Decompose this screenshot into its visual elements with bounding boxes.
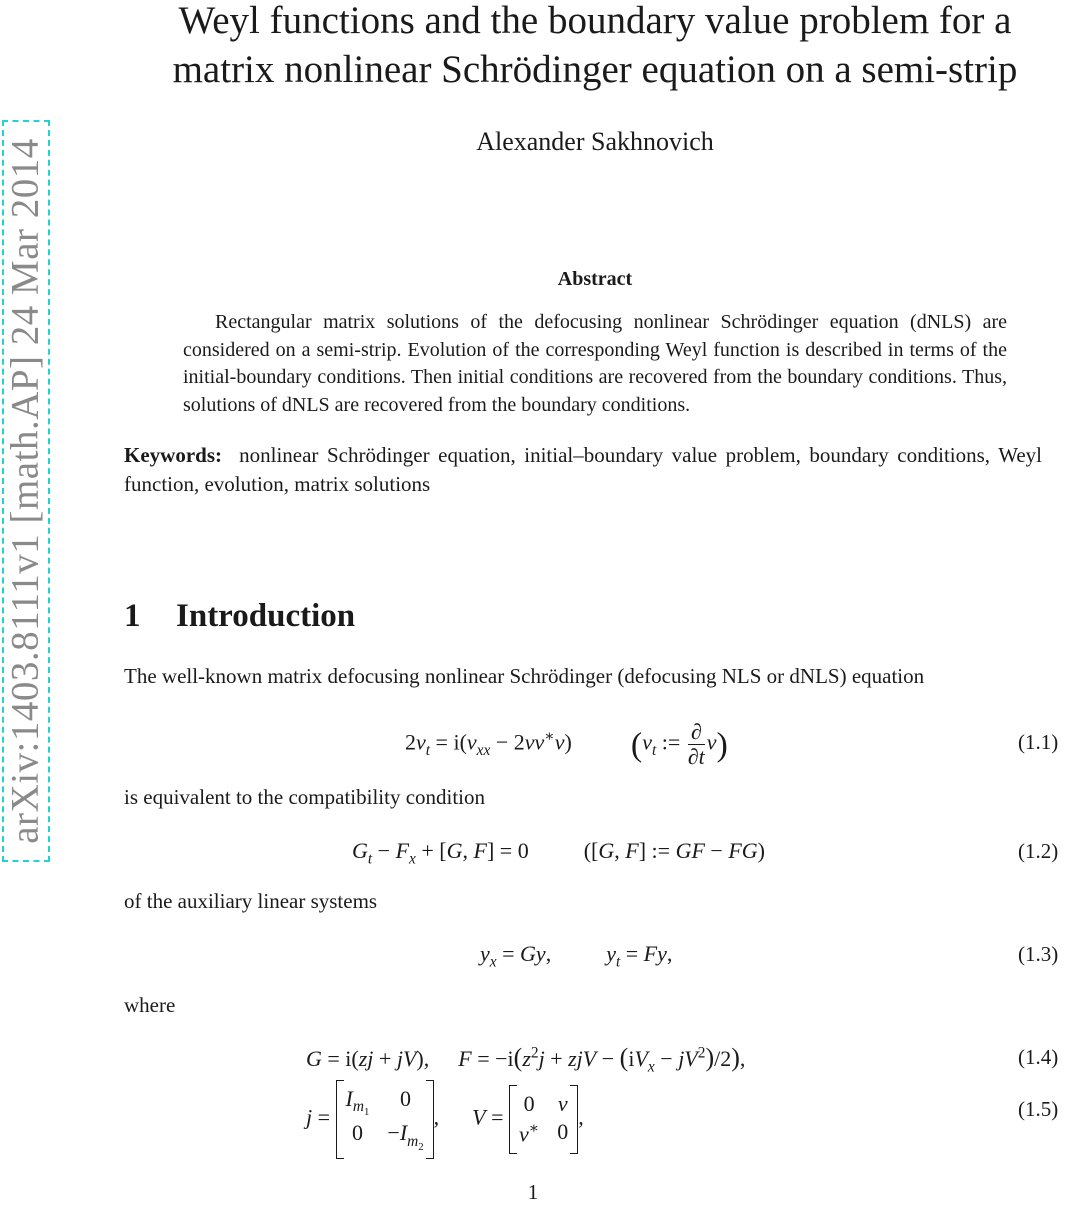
keywords-label: Keywords:: [124, 443, 222, 467]
equation-number-1-2: (1.2): [1018, 839, 1059, 863]
equation-number-1-1: (1.1): [1018, 730, 1059, 754]
paragraph-1: The well-known matrix defocusing nonlinear Schrödinger (defocusing NLS or dNLS) equation: [124, 664, 925, 688]
equation-1-2: $G_t - F_x + [G$, F] = 0 ([G, F] := GF − FG): [352, 838, 765, 868]
paragraph-2: is equivalent to the compatibility condition: [124, 785, 486, 809]
section-number: 1: [124, 598, 141, 634]
paragraph-4: where: [124, 993, 176, 1017]
matrix-j: $I_{m_1}$ 0 0 $-I_{m_2}$: [336, 1084, 434, 1155]
equation-1-1: $2v_t = i(v_{xx} - 2vv^∗v)$ ($v_t$ := $\frac{\partial}{\partial t}$ v): [405, 719, 728, 769]
page-number: 1: [527, 1180, 539, 1204]
keywords: [124, 441, 1042, 499]
author: Alexander Sakhnovich: [476, 127, 714, 156]
equation-number-1-3: (1.3): [1018, 942, 1059, 966]
arxiv-stamp: arXiv:1403.8111v1 [math.AP] 24 Mar 2014: [3, 138, 47, 844]
section-heading: [124, 598, 355, 635]
equation-1-4: G = i(zj + jV), $F = -i(z^2j$ + zjV − $(iV_x - jV^2)/2$),: [306, 1043, 746, 1076]
equation-1-5: j = $I_{m_1}$ 0 0 $-I_{m_2}$ , V = 0 v v∗ 0 ,: [306, 1086, 584, 1153]
paragraph-3: of the auxiliary linear systems: [124, 889, 378, 913]
keywords-text: nonlinear Schrödinger equation, initial–boundary value problem, boundary conditions, Weyl function, evolution, matrix solutions: [124, 443, 1043, 496]
equation-1-3: $y_x = Gy$, $y_t = Fy$,: [480, 941, 673, 971]
partial-fraction: $\frac{\partial}{\partial t}$: [687, 719, 705, 769]
abstract-text: Rectangular matrix solutions of the defocusing nonlinear Schrödinger equation (dNLS) are considered on a semi-strip. Evolution of the corresponding Weyl function is described in terms of the initial-boundary conditions. Then initial conditions are recovered from the boundary conditions. Thus, solutions of dNLS are recovered from the boundary conditions.: [183, 311, 1007, 416]
section-title: Introduction: [176, 598, 356, 634]
abstract-heading: Abstract: [557, 268, 633, 290]
title-line-1: Weyl functions and the boundary value problem for a: [178, 0, 1012, 42]
equation-number-1-4: (1.4): [1018, 1045, 1059, 1069]
matrix-v: 0 v v∗ 0: [509, 1089, 578, 1149]
paper-title: [110, 0, 1066, 94]
title-line-2: matrix nonlinear Schrödinger equation on a semi-strip: [172, 48, 1018, 91]
equation-number-1-5: (1.5): [1018, 1097, 1059, 1121]
